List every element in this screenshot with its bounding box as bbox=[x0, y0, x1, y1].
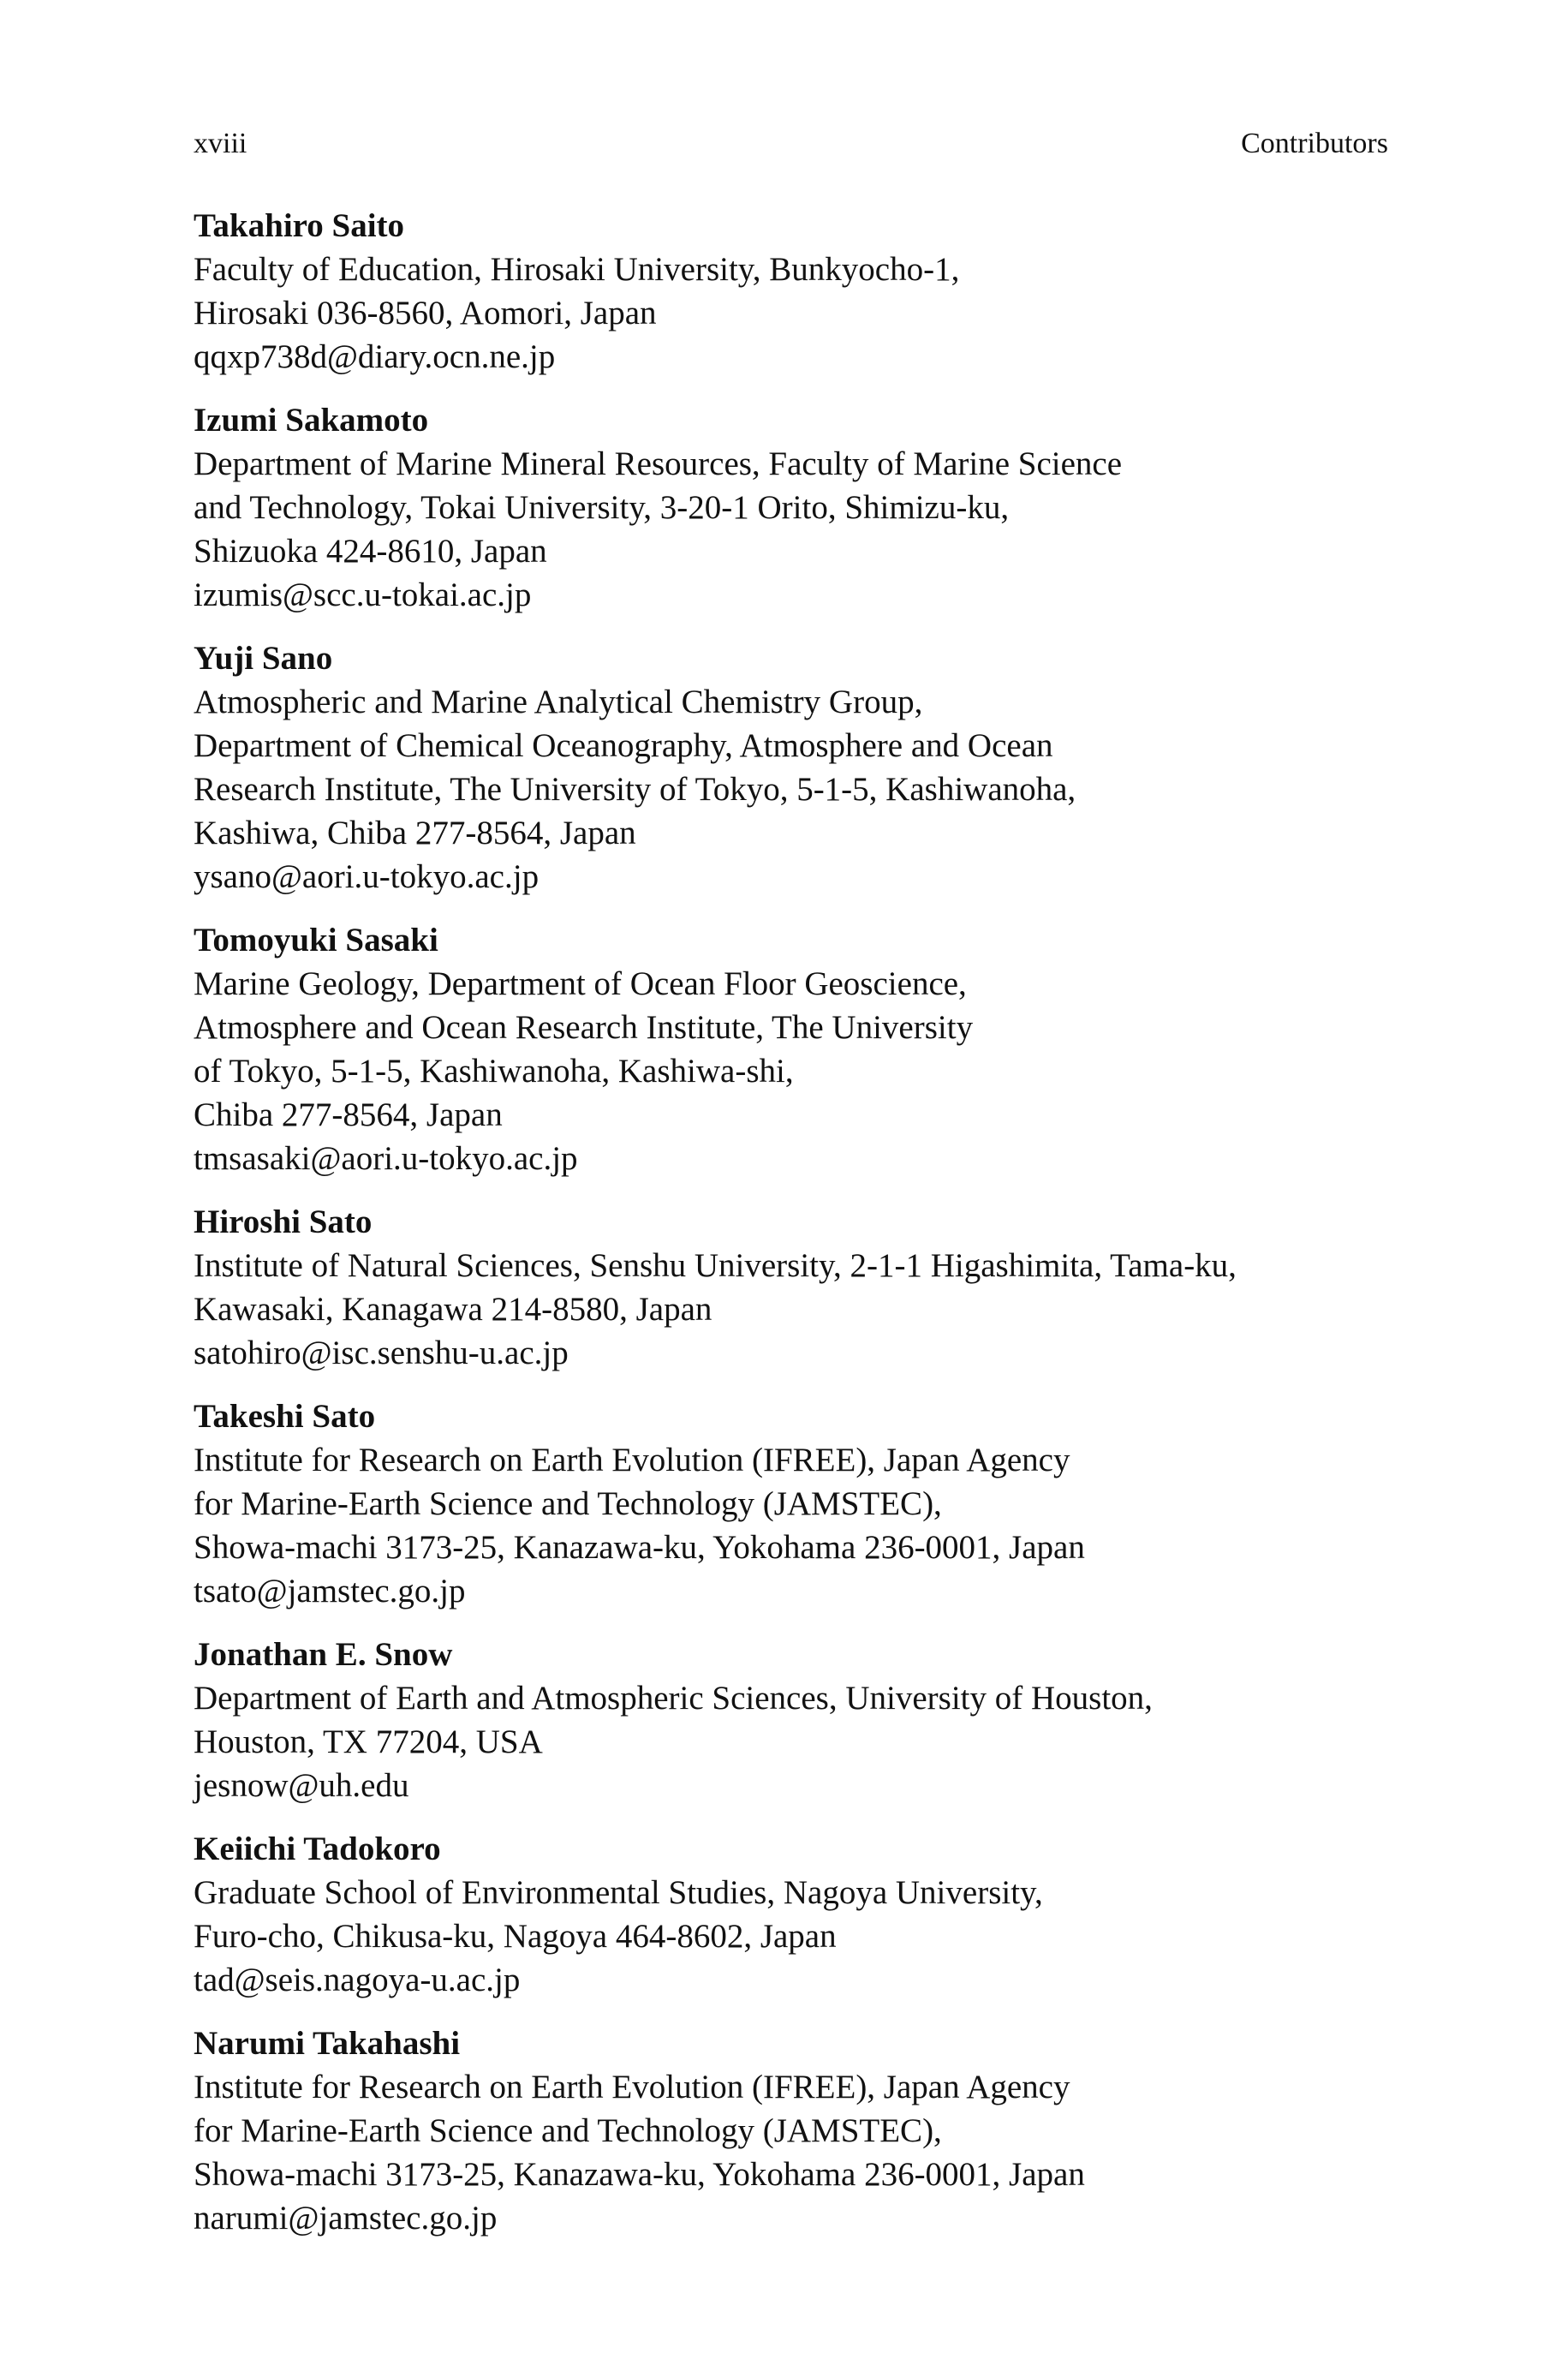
affiliation-line: for Marine-Earth Science and Technology (JAMSTEC), bbox=[194, 2112, 942, 2149]
contributor-entry bbox=[194, 1395, 1410, 1613]
affiliation-line: Atmospheric and Marine Analytical Chemistry Group, bbox=[194, 684, 923, 720]
page-header bbox=[194, 127, 1388, 170]
affiliation-line: Institute for Research on Earth Evolution (IFREE), Japan Agency bbox=[194, 1442, 1070, 1478]
contributor-entry bbox=[194, 398, 1410, 617]
contributor-affiliation bbox=[194, 2065, 1410, 2196]
contributor-email: tad@seis.nagoya-u.ac.jp bbox=[194, 1962, 521, 1998]
affiliation-line: for Marine-Earth Science and Technology (JAMSTEC), bbox=[194, 1485, 942, 1522]
affiliation-line: Houston, TX 77204, USA bbox=[194, 1723, 543, 1760]
contributor-affiliation bbox=[194, 1438, 1410, 1569]
contributor-list bbox=[194, 204, 1410, 2260]
affiliation-line: Showa-machi 3173-25, Kanazawa-ku, Yokohama 236-0001, Japan bbox=[194, 2156, 1085, 2193]
contributor-affiliation bbox=[194, 1676, 1410, 1764]
contributor-email: tsato@jamstec.go.jp bbox=[194, 1573, 466, 1610]
affiliation-line: Institute of Natural Sciences, Senshu University, 2-1-1 Higashimita, Tama-ku, bbox=[194, 1247, 1237, 1284]
affiliation-line: and Technology, Tokai University, 3-20-1 Orito, Shimizu-ku, bbox=[194, 489, 1010, 526]
affiliation-line: Department of Chemical Oceanography, Atmosphere and Ocean bbox=[194, 727, 1053, 764]
contributor-entry bbox=[194, 2022, 1410, 2240]
affiliation-line: Marine Geology, Department of Ocean Floor Geoscience, bbox=[194, 965, 967, 1002]
affiliation-line: of Tokyo, 5-1-5, Kashiwanoha, Kashiwa-shi, bbox=[194, 1053, 794, 1090]
contributor-affiliation bbox=[194, 248, 1410, 335]
contributor-name: Takeshi Sato bbox=[194, 1398, 376, 1435]
contributor-affiliation bbox=[194, 1871, 1410, 1958]
running-head: Contributors bbox=[1241, 128, 1388, 159]
affiliation-line: Kawasaki, Kanagawa 214-8580, Japan bbox=[194, 1291, 712, 1328]
contributor-email: jesnow@uh.edu bbox=[194, 1767, 409, 1804]
contributor-entry bbox=[194, 636, 1410, 899]
affiliation-line: Atmosphere and Ocean Research Institute, The University bbox=[194, 1009, 974, 1046]
contributor-affiliation bbox=[194, 442, 1410, 573]
contributor-email: izumis@scc.u-tokai.ac.jp bbox=[194, 576, 532, 613]
affiliation-line: Department of Earth and Atmospheric Sciences, University of Houston, bbox=[194, 1680, 1153, 1717]
affiliation-line: Hirosaki 036-8560, Aomori, Japan bbox=[194, 295, 657, 331]
contributor-entry bbox=[194, 1827, 1410, 2002]
affiliation-line: Shizuoka 424-8610, Japan bbox=[194, 533, 547, 570]
page-number: xviii bbox=[194, 128, 247, 159]
affiliation-line: Showa-machi 3173-25, Kanazawa-ku, Yokohama 236-0001, Japan bbox=[194, 1529, 1085, 1566]
contributor-email: ysano@aori.u-tokyo.ac.jp bbox=[194, 858, 540, 895]
contributor-name: Keiichi Tadokoro bbox=[194, 1831, 441, 1867]
affiliation-line: Department of Marine Mineral Resources, Faculty of Marine Science bbox=[194, 445, 1123, 482]
contributor-affiliation bbox=[194, 1244, 1410, 1331]
contributor-name: Tomoyuki Sasaki bbox=[194, 922, 438, 959]
affiliation-line: Graduate School of Environmental Studies, Nagoya University, bbox=[194, 1874, 1043, 1911]
contributor-name: Yuji Sano bbox=[194, 640, 333, 677]
affiliation-line: Institute for Research on Earth Evolution (IFREE), Japan Agency bbox=[194, 2069, 1070, 2105]
contributor-name: Jonathan E. Snow bbox=[194, 1636, 453, 1673]
contributor-affiliation bbox=[194, 680, 1410, 855]
contributor-email: tmsasaki@aori.u-tokyo.ac.jp bbox=[194, 1140, 578, 1177]
contributor-name: Izumi Sakamoto bbox=[194, 402, 429, 439]
contributor-name: Narumi Takahashi bbox=[194, 2025, 461, 2062]
contributor-email: satohiro@isc.senshu-u.ac.jp bbox=[194, 1335, 569, 1371]
affiliation-line: Faculty of Education, Hirosaki University, Bunkyocho-1, bbox=[194, 251, 960, 288]
contributor-name: Takahiro Saito bbox=[194, 207, 405, 244]
affiliation-line: Furo-cho, Chikusa-ku, Nagoya 464-8602, Japan bbox=[194, 1918, 837, 1955]
contributor-entry bbox=[194, 1200, 1410, 1375]
contributor-affiliation bbox=[194, 962, 1410, 1137]
affiliation-line: Research Institute, The University of Tokyo, 5-1-5, Kashiwanoha, bbox=[194, 771, 1076, 808]
contributor-entry bbox=[194, 204, 1410, 379]
contributor-entry bbox=[194, 1633, 1410, 1807]
contributor-name: Hiroshi Sato bbox=[194, 1203, 373, 1240]
affiliation-line: Chiba 277-8564, Japan bbox=[194, 1096, 503, 1133]
contributor-entry bbox=[194, 918, 1410, 1180]
contributor-email: qqxp738d@diary.ocn.ne.jp bbox=[194, 338, 556, 375]
affiliation-line: Kashiwa, Chiba 277-8564, Japan bbox=[194, 815, 636, 851]
contributor-email: narumi@jamstec.go.jp bbox=[194, 2200, 498, 2237]
